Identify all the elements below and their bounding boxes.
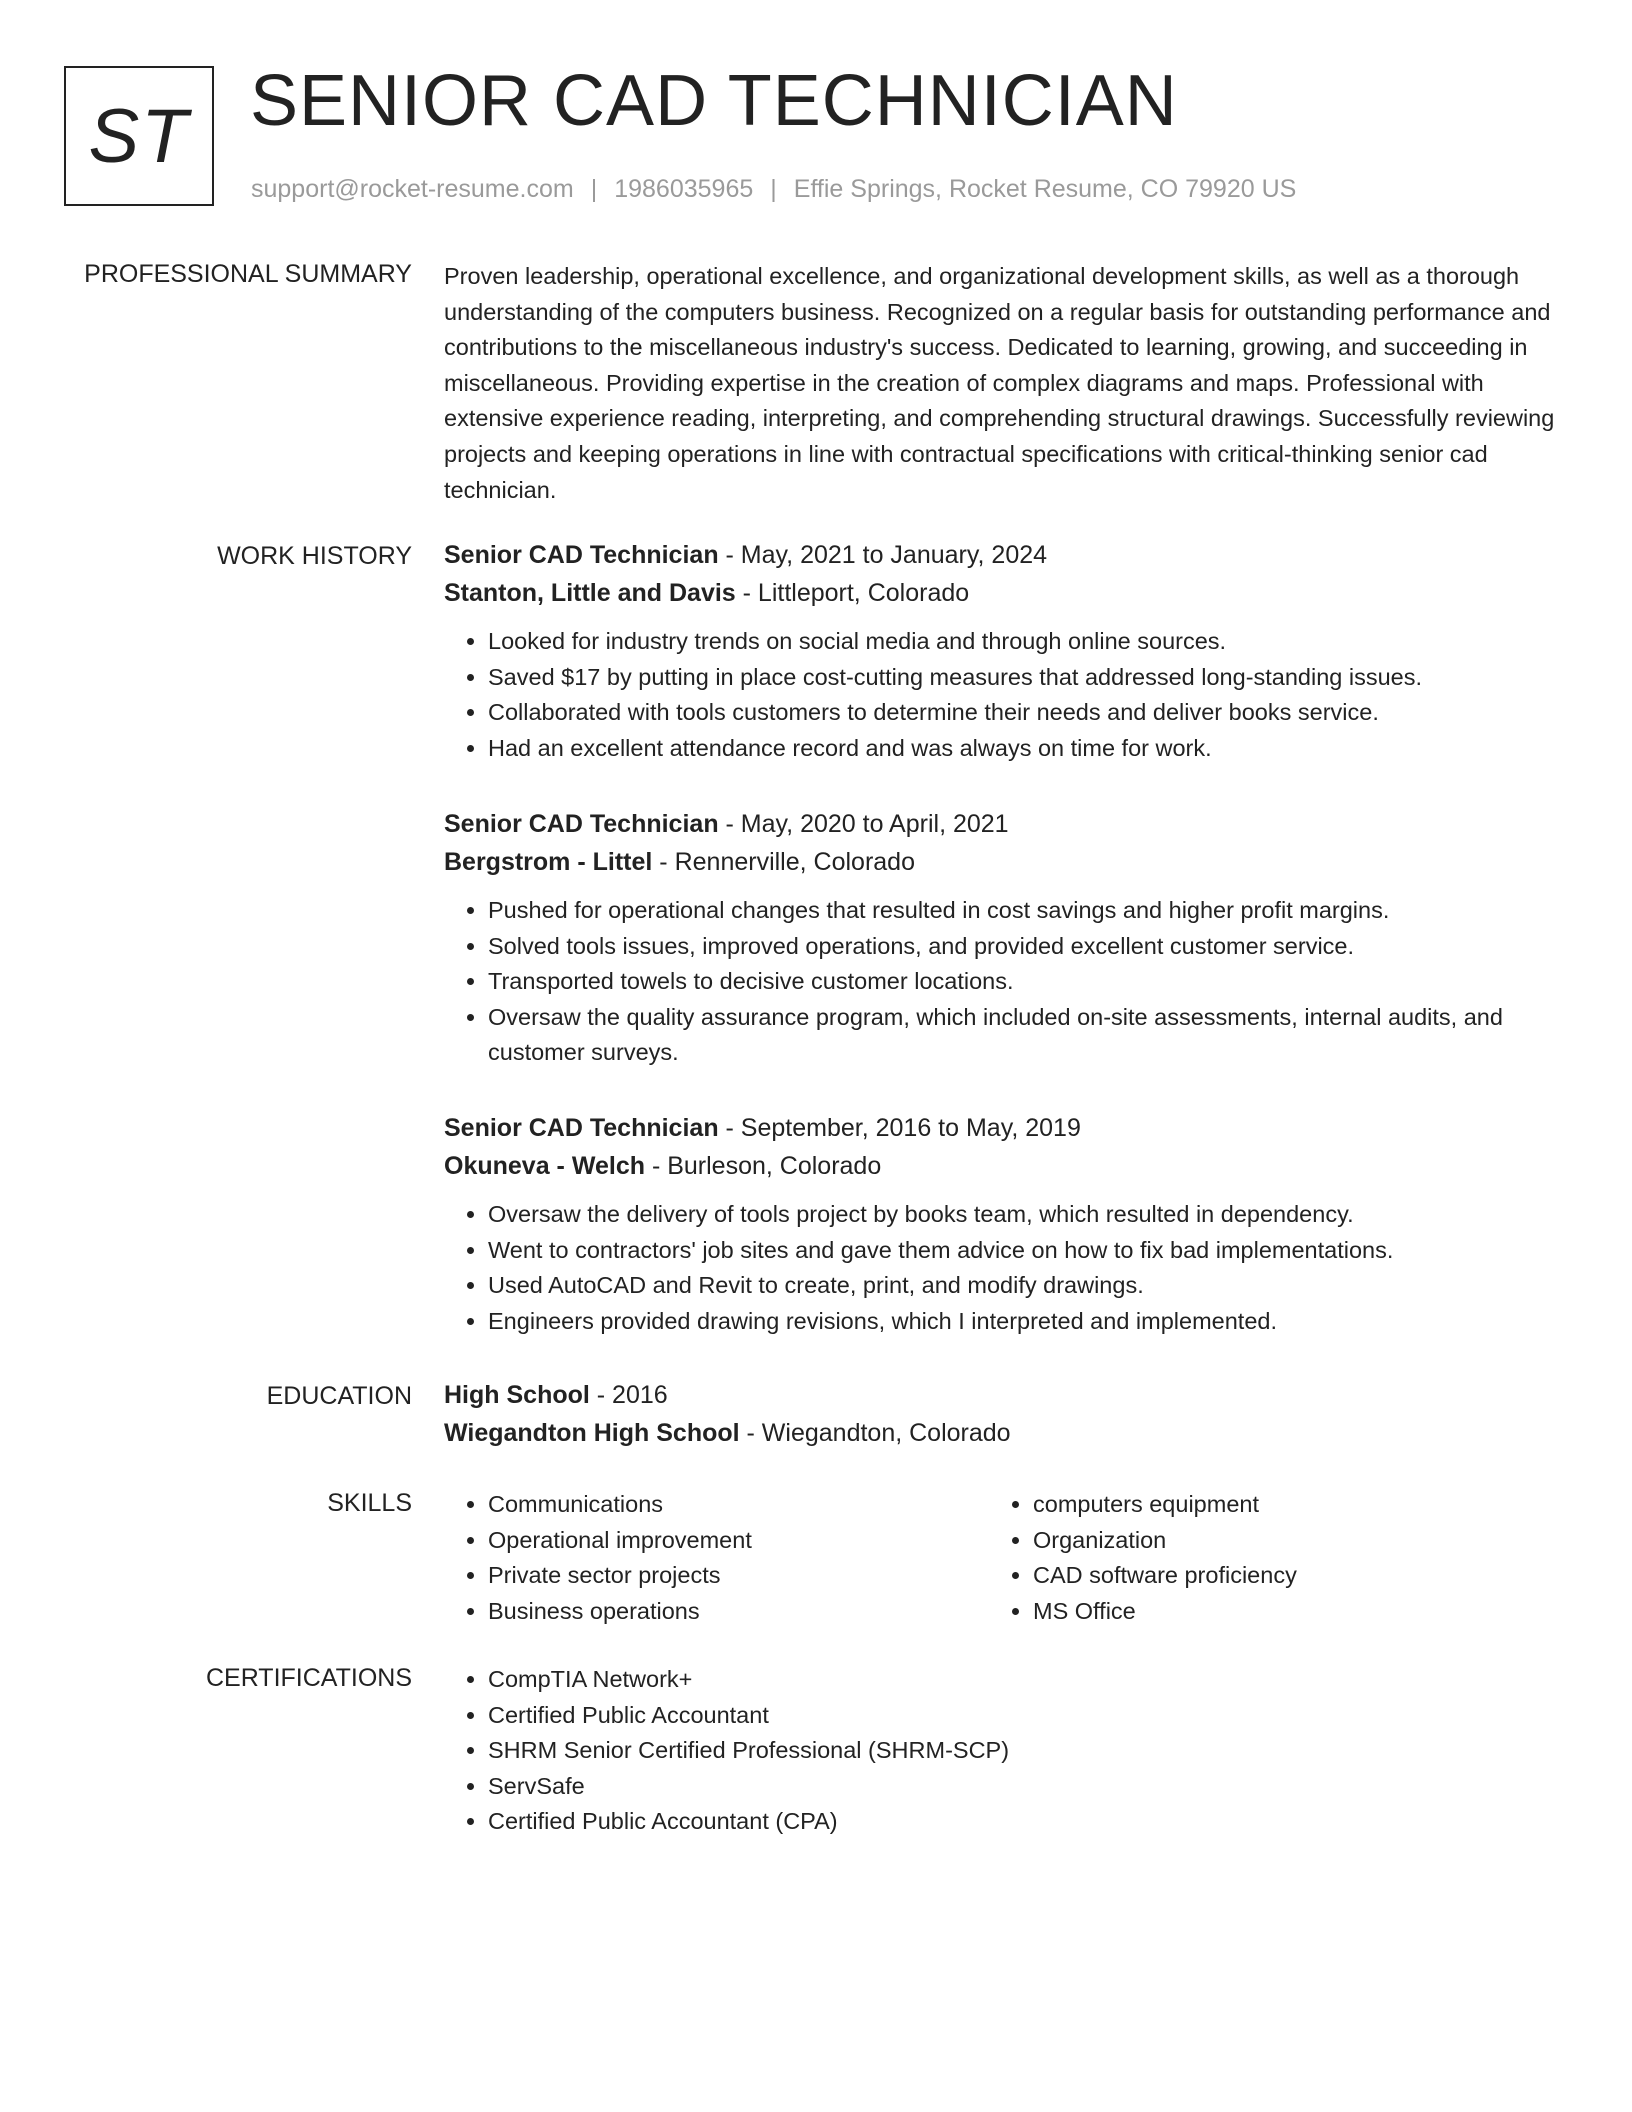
skill-item: • Communications <box>488 1487 752 1523</box>
certification-item: • Certified Public Accountant <box>488 1698 1009 1734</box>
skills-column-right <box>989 1487 1297 1629</box>
job-bullet: • Transported towels to decisive customer locations. <box>488 964 1559 1000</box>
education-degree: High School <box>444 1381 590 1409</box>
education-degree-line <box>444 1376 1559 1414</box>
job-dates: - May, 2020 to April, 2021 <box>718 810 1009 838</box>
skill-item: • computers equipment <box>1033 1487 1297 1523</box>
skills-column-left <box>444 1487 752 1629</box>
job-entry <box>444 1109 1559 1339</box>
resume-title: SENIOR CAD TECHNICIAN <box>250 61 1178 141</box>
job-dates: - May, 2021 to January, 2024 <box>718 541 1048 569</box>
certification-item: • CompTIA Network+ <box>488 1662 1009 1698</box>
contact-separator: | <box>770 175 777 203</box>
skill-item: • CAD software proficiency <box>1033 1558 1297 1594</box>
education-year: - 2016 <box>589 1381 668 1409</box>
job-bullet: • Engineers provided drawing revisions, which I interpreted and implemented. <box>488 1304 1559 1340</box>
job-title-line <box>444 536 1559 574</box>
contact-email: support@rocket-resume.com <box>251 175 574 203</box>
certification-item: • SHRM Senior Certified Professional (SHRM-SCP) <box>488 1733 1009 1769</box>
summary-text: Proven leadership, operational excellence, and organizational development skills, as well as a thorough understanding of the computers business. Recognized on a regular basis for outstanding performance and contributions to the miscellaneous industry's success. Dedicated to learning, growing, and succeeding in miscellaneous. Providing expertise in the creation of complex diagrams and maps. Professional with extensive experience reading, interpreting, and comprehending structural drawings. Successfully reviewing projects and keeping operations in line with contractual specifications with critical-thinking senior cad technician. <box>444 263 1555 503</box>
job-bullets <box>444 624 1559 766</box>
job-title-line <box>444 1109 1559 1147</box>
job-title: Senior CAD Technician <box>444 1114 719 1142</box>
job-company: Okuneva - Welch <box>444 1152 645 1180</box>
job-bullet: • Saved $17 by putting in place cost-cutting measures that addressed long-standing issues. <box>488 660 1559 696</box>
certification-item: • Certified Public Accountant (CPA) <box>488 1804 1009 1840</box>
job-company: Bergstrom - Littel <box>444 848 653 876</box>
job-title: Senior CAD Technician <box>444 810 719 838</box>
job-bullets <box>444 893 1559 1071</box>
contact-line <box>251 174 1296 204</box>
section-heading: SKILLS <box>327 1489 412 1517</box>
contact-separator: | <box>590 175 598 203</box>
skill-item: • MS Office <box>1033 1594 1297 1630</box>
education-location: - Wiegandton, Colorado <box>739 1419 1011 1447</box>
contact-address: Effie Springs, Rocket Resume, CO 79920 US <box>793 175 1297 203</box>
section-heading: EDUCATION <box>266 1382 412 1410</box>
monogram-logo <box>64 66 214 206</box>
job-bullet: • Collaborated with tools customers to determine their needs and deliver books service. <box>488 695 1559 731</box>
job-bullet: • Had an excellent attendance record and was always on time for work. <box>488 731 1559 767</box>
job-location: - Rennerville, Colorado <box>652 848 915 876</box>
job-entry <box>444 805 1559 1071</box>
job-company: Stanton, Little and Davis <box>444 579 736 607</box>
section-heading: PROFESSIONAL SUMMARY <box>84 260 412 288</box>
certification-item: • ServSafe <box>488 1769 1009 1805</box>
education-school: Wiegandton High School <box>444 1419 740 1447</box>
job-location: - Littleport, Colorado <box>735 579 970 607</box>
skill-item: • Organization <box>1033 1523 1297 1559</box>
job-bullet: • Looked for industry trends on social media and through online sources. <box>488 624 1559 660</box>
job-bullet: • Pushed for operational changes that resulted in cost savings and higher profit margins. <box>488 893 1559 929</box>
job-bullet: • Oversaw the quality assurance program, which included on-site assessments, internal audits, and customer surveys. <box>488 1000 1559 1071</box>
skill-item: • Operational improvement <box>488 1523 752 1559</box>
job-bullet: • Went to contractors' job sites and gave them advice on how to fix bad implementations. <box>488 1233 1559 1269</box>
job-company-line <box>444 843 1559 881</box>
monogram-initials: ST <box>88 93 190 179</box>
job-entry <box>444 536 1559 766</box>
contact-phone: 1986035965 <box>614 175 754 203</box>
job-dates: - September, 2016 to May, 2019 <box>718 1114 1081 1142</box>
skill-item: • Business operations <box>488 1594 752 1630</box>
job-bullet: • Oversaw the delivery of tools project by books team, which resulted in dependency. <box>488 1197 1559 1233</box>
education-school-line <box>444 1414 1559 1452</box>
job-company-line <box>444 1147 1559 1185</box>
job-bullets <box>444 1197 1559 1339</box>
skill-item: • Private sector projects <box>488 1558 752 1594</box>
section-heading: WORK HISTORY <box>217 542 412 570</box>
job-bullet: • Solved tools issues, improved operations, and provided excellent customer service. <box>488 929 1559 965</box>
job-company-line <box>444 574 1559 612</box>
job-title-line <box>444 805 1559 843</box>
section-heading: CERTIFICATIONS <box>205 1664 412 1692</box>
job-title: Senior CAD Technician <box>444 541 719 569</box>
job-bullet: • Used AutoCAD and Revit to create, print, and modify drawings. <box>488 1268 1559 1304</box>
job-location: - Burleson, Colorado <box>645 1152 882 1180</box>
certifications-list <box>444 1662 1009 1840</box>
